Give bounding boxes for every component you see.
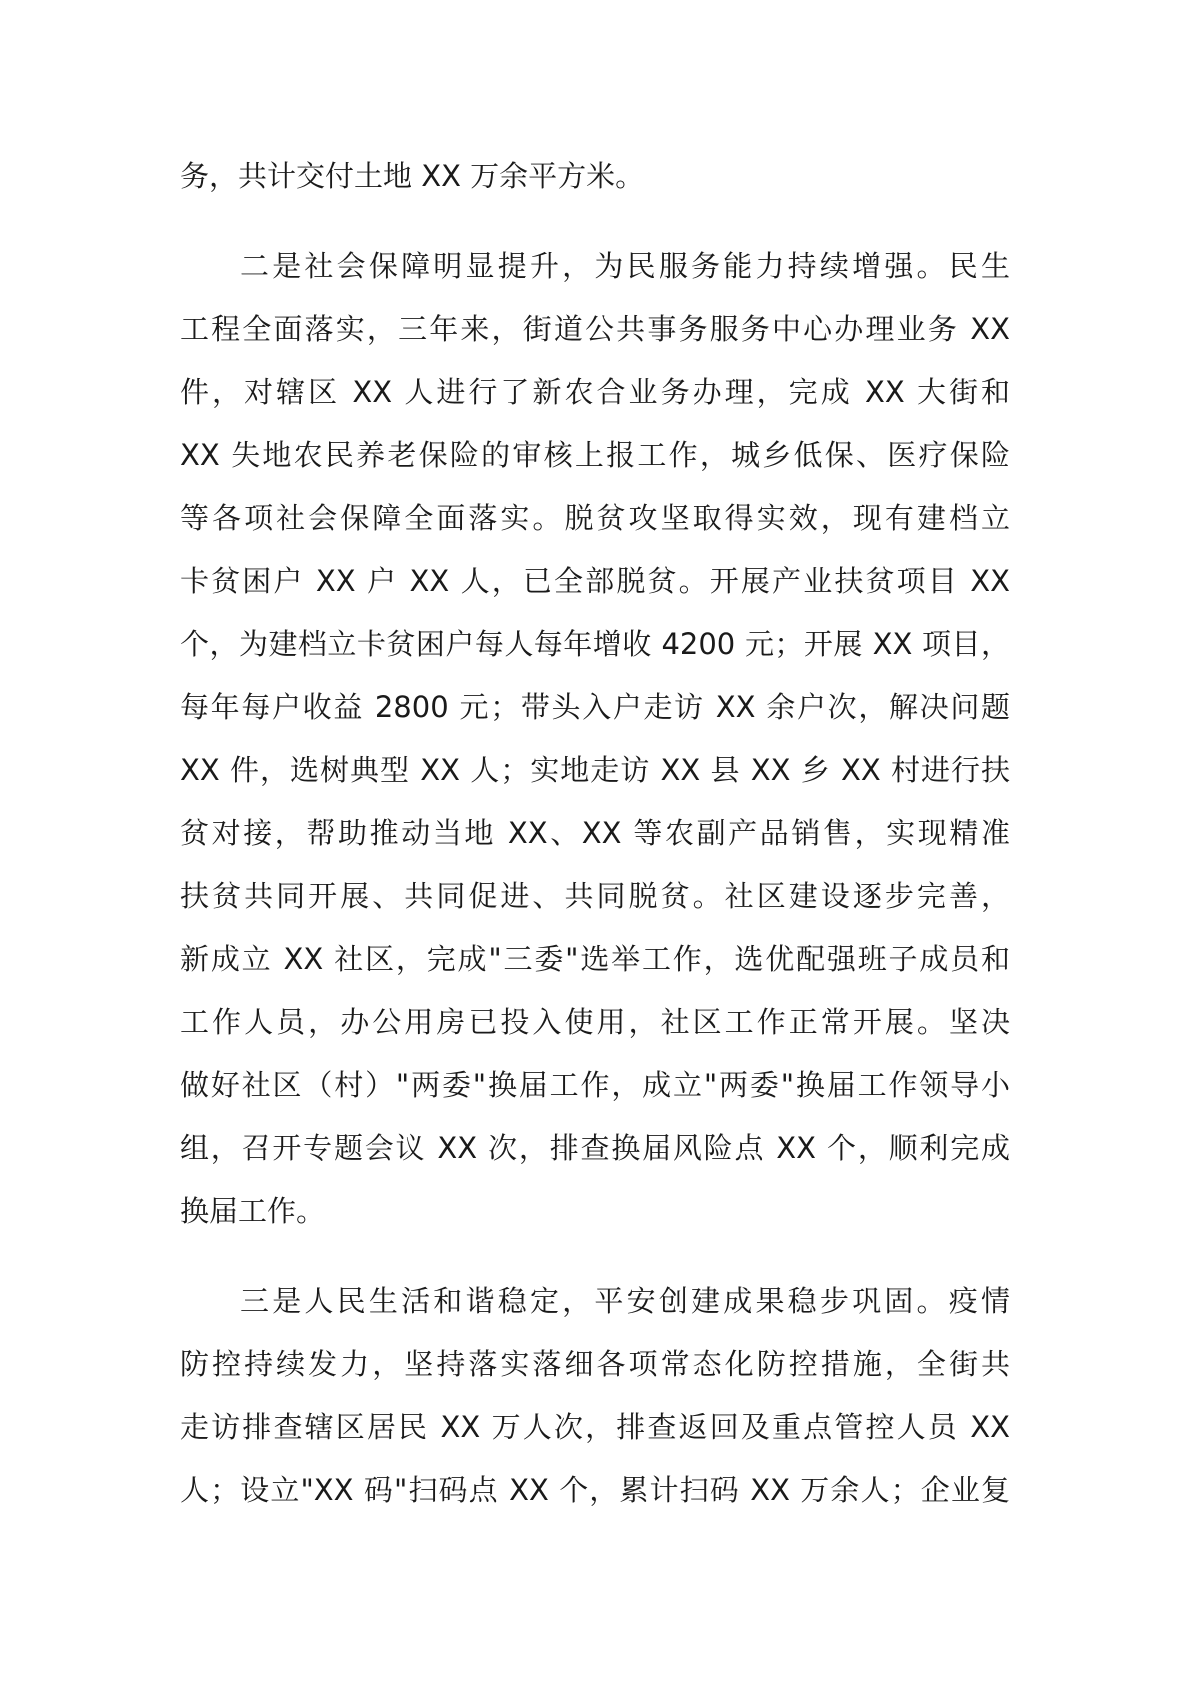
paragraph-gap <box>180 208 1010 235</box>
text-line: 走访排查辖区居民 XX 万人次，排查返回及重点管控人员 XX <box>180 1410 1010 1444</box>
paragraph-gap <box>180 1243 1010 1270</box>
document-body <box>180 145 1010 1522</box>
text-line: XX 失地农民养老保险的审核上报工作，城乡低保、医疗保险 <box>180 438 1010 472</box>
paragraph-1 <box>180 145 1010 208</box>
text-line: 务，共计交付土地 XX 万余平方米。 <box>180 159 645 193</box>
paragraph-3 <box>180 1270 1010 1522</box>
text-line: 件，对辖区 XX 人进行了新农合业务办理，完成 XX 大街和 <box>180 375 1010 409</box>
paragraph-2 <box>180 235 1010 1243</box>
text-line: 组，召开专题会议 XX 次，排查换届风险点 XX 个，顺利完成 <box>180 1131 1010 1165</box>
text-line: 卡贫困户 XX 户 XX 人，已全部脱贫。开展产业扶贫项目 XX <box>180 564 1010 598</box>
text-line: 防控持续发力，坚持落实落细各项常态化防控措施，全街共 <box>180 1347 1010 1381</box>
text-line: XX 件，选树典型 XX 人；实地走访 XX 县 XX 乡 XX 村进行扶 <box>180 753 1010 787</box>
text-line: 新成立 XX 社区，完成"三委"选举工作，选优配强班子成员和 <box>180 942 1010 976</box>
text-line: 个，为建档立卡贫困户每人每年增收 4200 元；开展 XX 项目， <box>180 627 1010 661</box>
text-line: 等各项社会保障全面落实。脱贫攻坚取得实效，现有建档立 <box>180 501 1010 535</box>
text-line: 贫对接，帮助推动当地 XX、XX 等农副产品销售，实现精准 <box>180 816 1010 850</box>
text-line: 换届工作。 <box>180 1194 326 1228</box>
text-line: 二是社会保障明显提升，为民服务能力持续增强。民生 <box>240 249 1010 283</box>
text-line: 三是人民生活和谐稳定，平安创建成果稳步巩固。疫情 <box>240 1284 1010 1318</box>
text-line: 每年每户收益 2800 元；带头入户走访 XX 余户次，解决问题 <box>180 690 1010 724</box>
text-line: 人；设立"XX 码"扫码点 XX 个，累计扫码 XX 万余人；企业复 <box>180 1473 1010 1507</box>
text-line: 工作人员，办公用房已投入使用，社区工作正常开展。坚决 <box>180 1005 1010 1039</box>
text-line: 做好社区（村）"两委"换届工作，成立"两委"换届工作领导小 <box>180 1068 1010 1102</box>
text-line: 工程全面落实，三年来，街道公共事务服务中心办理业务 XX <box>180 312 1010 346</box>
text-line: 扶贫共同开展、共同促进、共同脱贫。社区建设逐步完善， <box>180 879 1010 913</box>
